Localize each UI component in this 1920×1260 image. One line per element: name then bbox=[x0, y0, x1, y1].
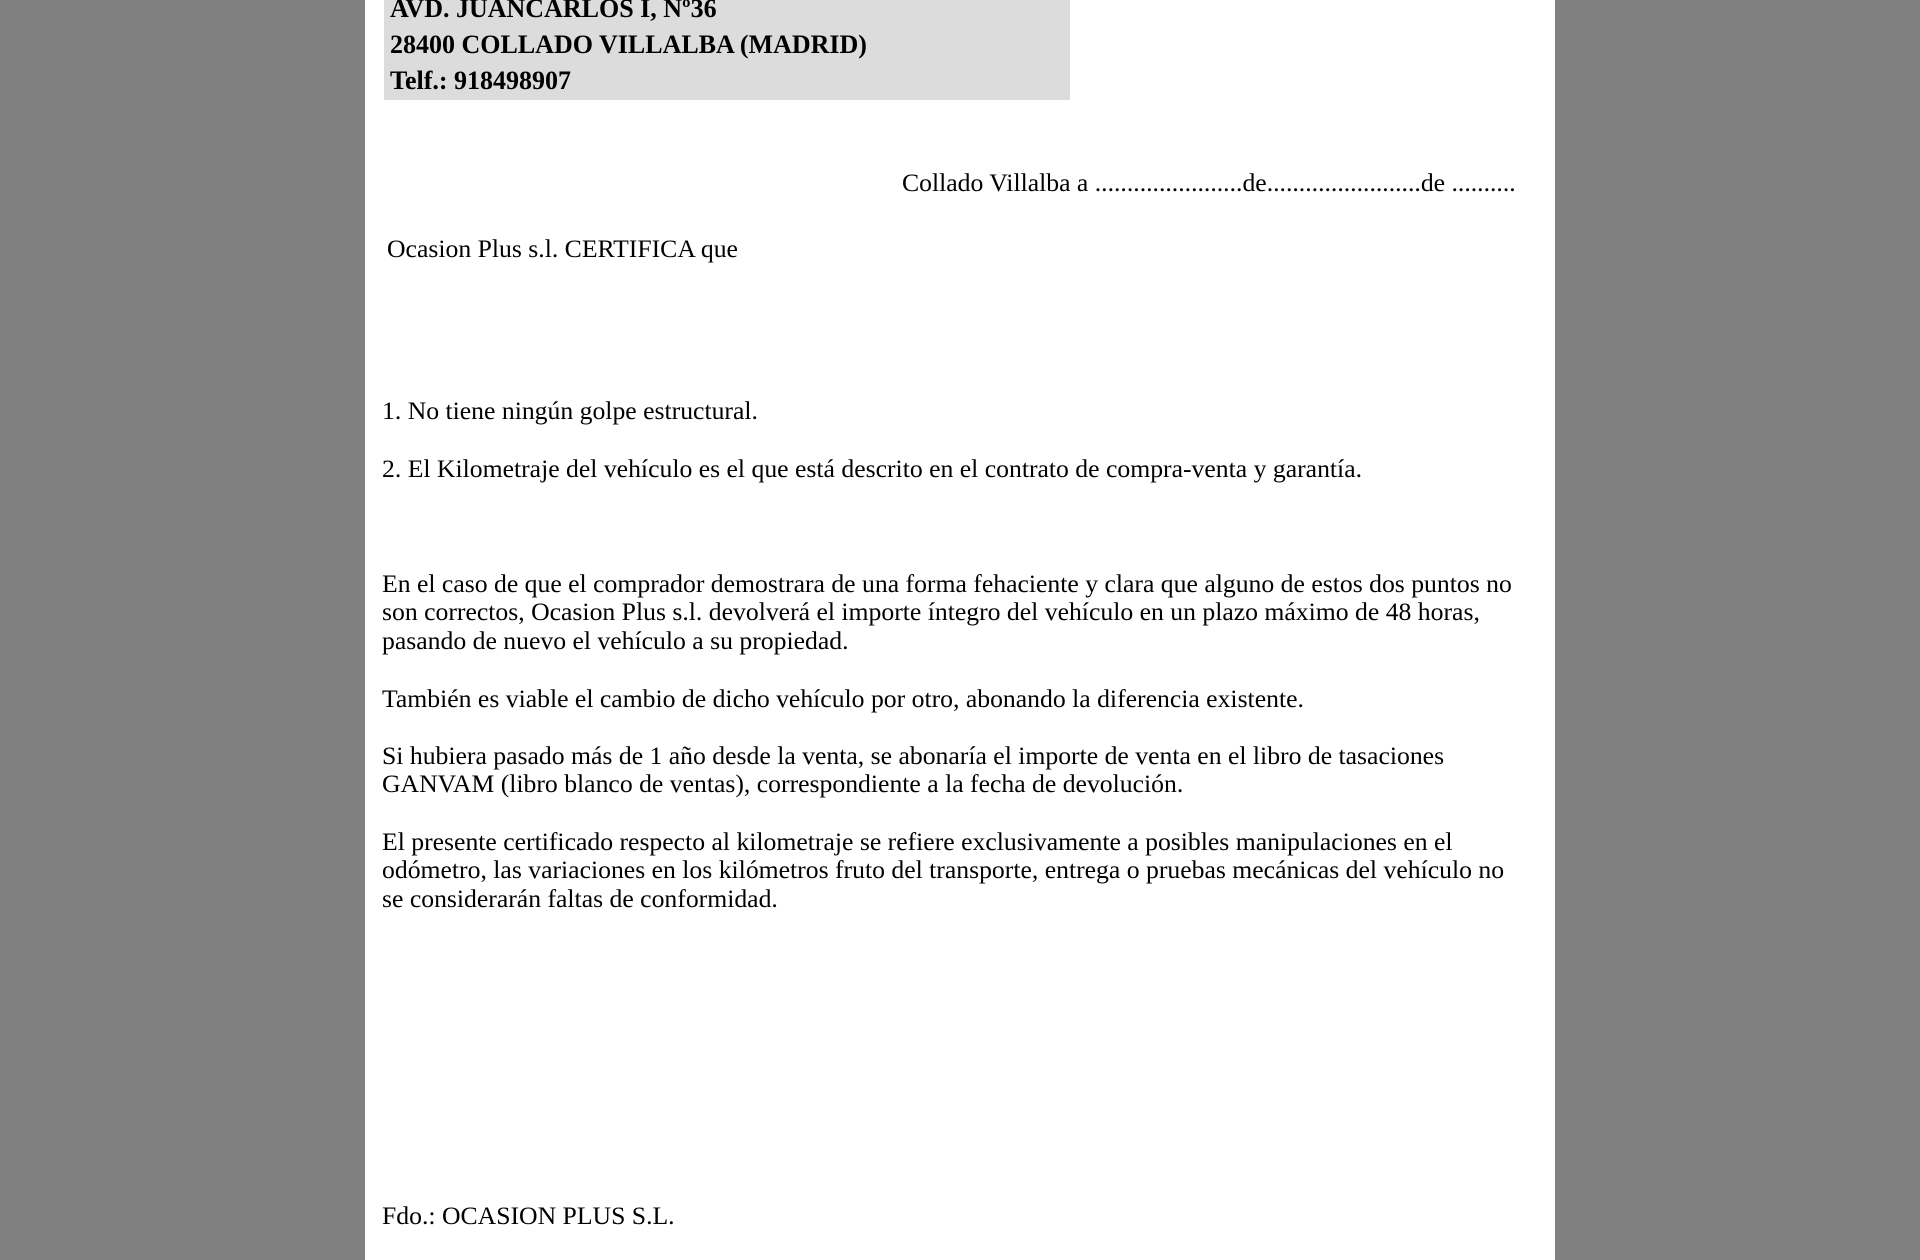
certified-item-structural: 1. No tiene ningún golpe estructural. bbox=[382, 396, 758, 425]
paragraph-line: pasando de nuevo el vehículo a su propiedad. bbox=[382, 625, 849, 655]
letterhead-phone: Telf.: 918498907 bbox=[390, 66, 572, 95]
paragraph-line: se considerarán faltas de conformidad. bbox=[382, 883, 778, 913]
paragraph-line: GANVAM (libro blanco de ventas), correspondiente a la fecha de devolución. bbox=[382, 769, 1184, 799]
paragraph-line: El presente certificado respecto al kilometraje se refiere exclusivamente a posibles manipulaciones en el bbox=[382, 827, 1453, 856]
signature-line: Fdo.: OCASION PLUS S.L. bbox=[382, 1201, 675, 1230]
paragraph-refund bbox=[382, 570, 1512, 655]
date-line: Collado Villalba a .......................de........................de .......... bbox=[902, 168, 1516, 197]
paragraph-line: También es viable el cambio de dicho vehículo por otro, abonando la diferencia existente. bbox=[382, 684, 1304, 713]
paragraph-exchange bbox=[382, 685, 1304, 713]
document-page bbox=[365, 0, 1555, 1260]
certified-item-mileage: 2. El Kilometraje del vehículo es el que está descrito en el contrato de compra-venta y garantía. bbox=[382, 454, 1363, 483]
paragraph-line: En el caso de que el comprador demostrara de una forma fehaciente y clara que alguno de estos dos puntos no bbox=[382, 569, 1512, 598]
paragraph-ganvam bbox=[382, 742, 1444, 799]
letterhead-text bbox=[390, 0, 867, 99]
paragraph-line: son correctos, Ocasion Plus s.l. devolverá el importe íntegro del vehículo en un plazo máximo de 48 horas, bbox=[382, 597, 1480, 627]
paragraph-line: odómetro, las variaciones en los kilómetros fruto del transporte, entrega o pruebas mecánicas del vehículo no bbox=[382, 855, 1505, 885]
paragraph-line: Si hubiera pasado más de 1 año desde la venta, se abonaría el importe de venta en el libro de tasaciones bbox=[382, 741, 1445, 770]
certification-intro: Ocasion Plus s.l. CERTIFICA que bbox=[387, 234, 738, 263]
letterhead-city: 28400 COLLADO VILLALBA (MADRID) bbox=[390, 30, 867, 59]
letterhead-box bbox=[384, 0, 1070, 100]
paragraph-odometer bbox=[382, 828, 1504, 913]
letterhead-address: AVD. JUANCARLOS I, Nº36 bbox=[390, 0, 717, 23]
